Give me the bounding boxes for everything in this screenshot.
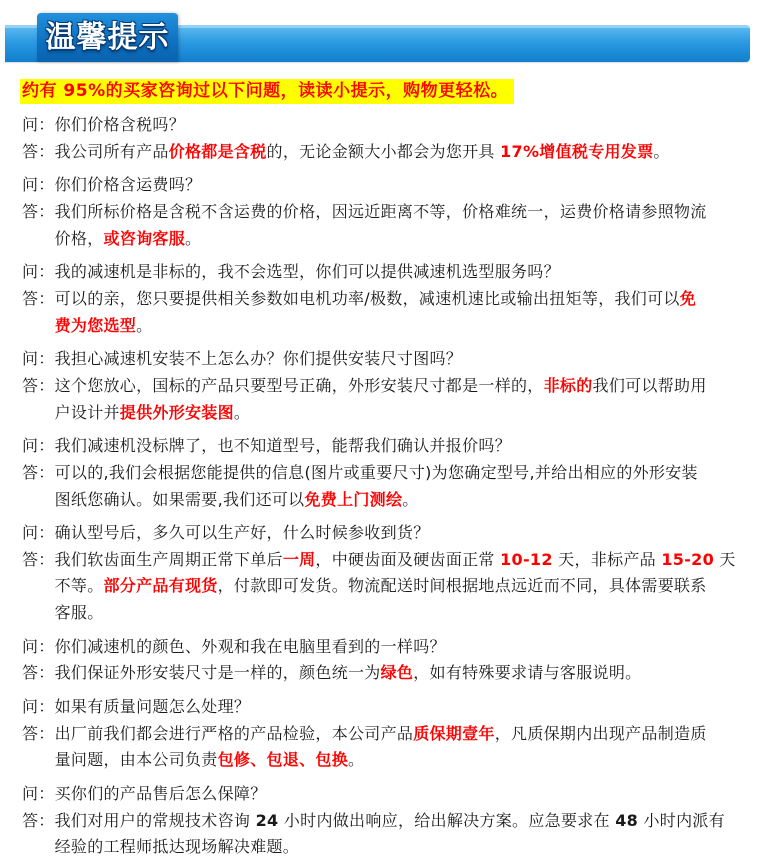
faq-item (22, 112, 752, 166)
highlighted-text: 质保期壹年 (413, 723, 495, 743)
answer-line (22, 573, 752, 600)
answer-line (22, 721, 752, 748)
answer-line (22, 808, 752, 835)
answer-text: 。 (233, 402, 251, 422)
answer-line (22, 600, 752, 627)
highlighted-text: 非标的 (543, 375, 593, 395)
answer-text: 。 (653, 141, 670, 161)
page-title: 温馨提示 (45, 20, 170, 55)
answer-text: 答：我公司所有产品 (22, 141, 169, 161)
question-text: 问：买你们的产品售后怎么保障？ (22, 783, 267, 803)
bold-text: 24 (255, 810, 279, 830)
highlighted-text: 10-12 (500, 549, 553, 569)
question-text: 问：你们价格含税吗？ (22, 115, 186, 134)
question-text: 问：如果有质量问题怎么处理？ (22, 696, 251, 716)
answer-text: 答：出厂前我们都会进行严格的产品检验，本公司产品 (22, 723, 414, 743)
faq-item (22, 520, 752, 627)
faq-item (22, 634, 752, 688)
highlighted-text: 15-20 (661, 549, 715, 569)
faq-list (22, 112, 752, 861)
answer-text: 答：我们所标价格是含税不含运费的价格，因远近距离不等，价格难统一，运费价格请参照物流 (22, 201, 707, 221)
answer-text: 客服。 (54, 603, 104, 623)
answer-text: 答：我们对用户的常规技术咨询 (22, 810, 256, 830)
answer-text: ，凡质保期内出现产品制造质 (494, 723, 707, 743)
highlighted-text: 价格都是含税 (168, 141, 267, 161)
question-text: 问：我担心减速机安装不上怎么办？你们提供安装尺寸图吗？ (22, 349, 463, 369)
answer-text: 的，无论金额大小都会为您开具 (266, 141, 501, 161)
answer-line (22, 139, 752, 166)
faq-item (22, 694, 752, 774)
answer-line (22, 286, 752, 313)
highlighted-text: 一周 (282, 549, 316, 569)
faq-item (22, 433, 752, 513)
answer-text: 。 (402, 489, 419, 509)
faq-item (22, 172, 752, 252)
highlighted-text: 免费上门测绘 (304, 489, 403, 509)
answer-text: 户设计并 (54, 402, 120, 422)
highlighted-text: 或咨询客服 (103, 228, 186, 248)
question-text: 问：我们减速机没标牌了，也不知道型号，能帮我们确认并报价吗？ (22, 436, 512, 455)
question-text: 问：确认型号后，多久可以生产好，什么时候参收到货？ (22, 522, 430, 542)
highlighted-text: 17%增值税专用发票 (500, 141, 654, 161)
header-tab (37, 13, 178, 62)
answer-line (22, 313, 752, 340)
answer-text: 答：我们软齿面生产周期正常下单后 (22, 549, 283, 569)
answer-text: 天 (714, 549, 736, 569)
notice-banner: 约有 95%的买家咨询过以下问题，读读小提示，购物更轻松。 (20, 79, 514, 104)
answer-text: ，付款即可发货。物流配送时间根据地点远近而不同，具体需要联系 (217, 576, 707, 596)
answer-line (22, 373, 752, 400)
answer-text: 经验的工程师抵达现场解决难题。 (54, 837, 300, 857)
question-text: 问：我的减速机是非标的，我不会选型，你们可以提供减速机选型服务吗？ (22, 262, 560, 282)
highlighted-text: 部分产品有现货 (103, 576, 218, 596)
highlighted-text: 免 (679, 288, 697, 308)
answer-text: ，如有特殊要求请与客服说明。 (413, 663, 642, 683)
answer-line (22, 199, 752, 226)
highlighted-text: 包修、包退、包换 (217, 750, 349, 770)
answer-text: 小时内做出响应，给出解决方案。应急要求在 (278, 810, 616, 830)
question-text: 问：你们价格含运费吗？ (22, 175, 202, 195)
answer-text: 小时内派有 (638, 810, 726, 830)
answer-text: 价格， (54, 228, 104, 248)
answer-text: 。 (185, 228, 202, 248)
highlighted-text: 费为您选型 (54, 315, 137, 335)
faq-item (22, 259, 752, 339)
answer-text: 量问题，由本公司负责 (54, 750, 218, 770)
bold-text: 48 (615, 810, 639, 830)
highlighted-text: 提供外形安装图 (119, 402, 234, 422)
answer-text: 。 (136, 315, 153, 335)
answer-line (22, 400, 752, 427)
answer-text: 答：我们保证外形安装尺寸是一样的，颜色统一为 (22, 663, 381, 683)
answer-text: 。 (348, 750, 365, 770)
answer-line (22, 460, 752, 487)
answer-line (22, 660, 752, 687)
answer-text: 图纸您确认。如果需要,我们还可以 (54, 489, 305, 509)
answer-text: 答：这个您放心，国标的产品只要型号正确，外形安装尺寸都是一样的， (22, 375, 544, 395)
highlighted-text: 绿色 (380, 663, 414, 683)
answer-line (22, 834, 752, 861)
faq-item (22, 781, 752, 861)
answer-text: 答：可以的亲，您只要提供相关参数如电机功率/极数，减速机速比或输出扭矩等，我们可以 (22, 288, 680, 308)
answer-text: 答：可以的,我们会根据您能提供的信息(图片或重要尺寸)为您确定型号,并给出相应的外形安装 (22, 462, 698, 482)
question-text: 问：你们减速机的颜色、外观和我在电脑里看到的一样吗？ (22, 636, 446, 656)
answer-line (22, 487, 752, 514)
faq-item (22, 346, 752, 426)
answer-text: 我们可以帮助用 (592, 375, 707, 395)
answer-text: 天，非标产品 (552, 549, 662, 569)
answer-line (22, 747, 752, 774)
answer-line (22, 226, 752, 253)
answer-line (22, 547, 752, 574)
answer-text: 不等。 (54, 576, 104, 596)
answer-text: ，中硬齿面及硬齿面正常 (315, 549, 501, 569)
